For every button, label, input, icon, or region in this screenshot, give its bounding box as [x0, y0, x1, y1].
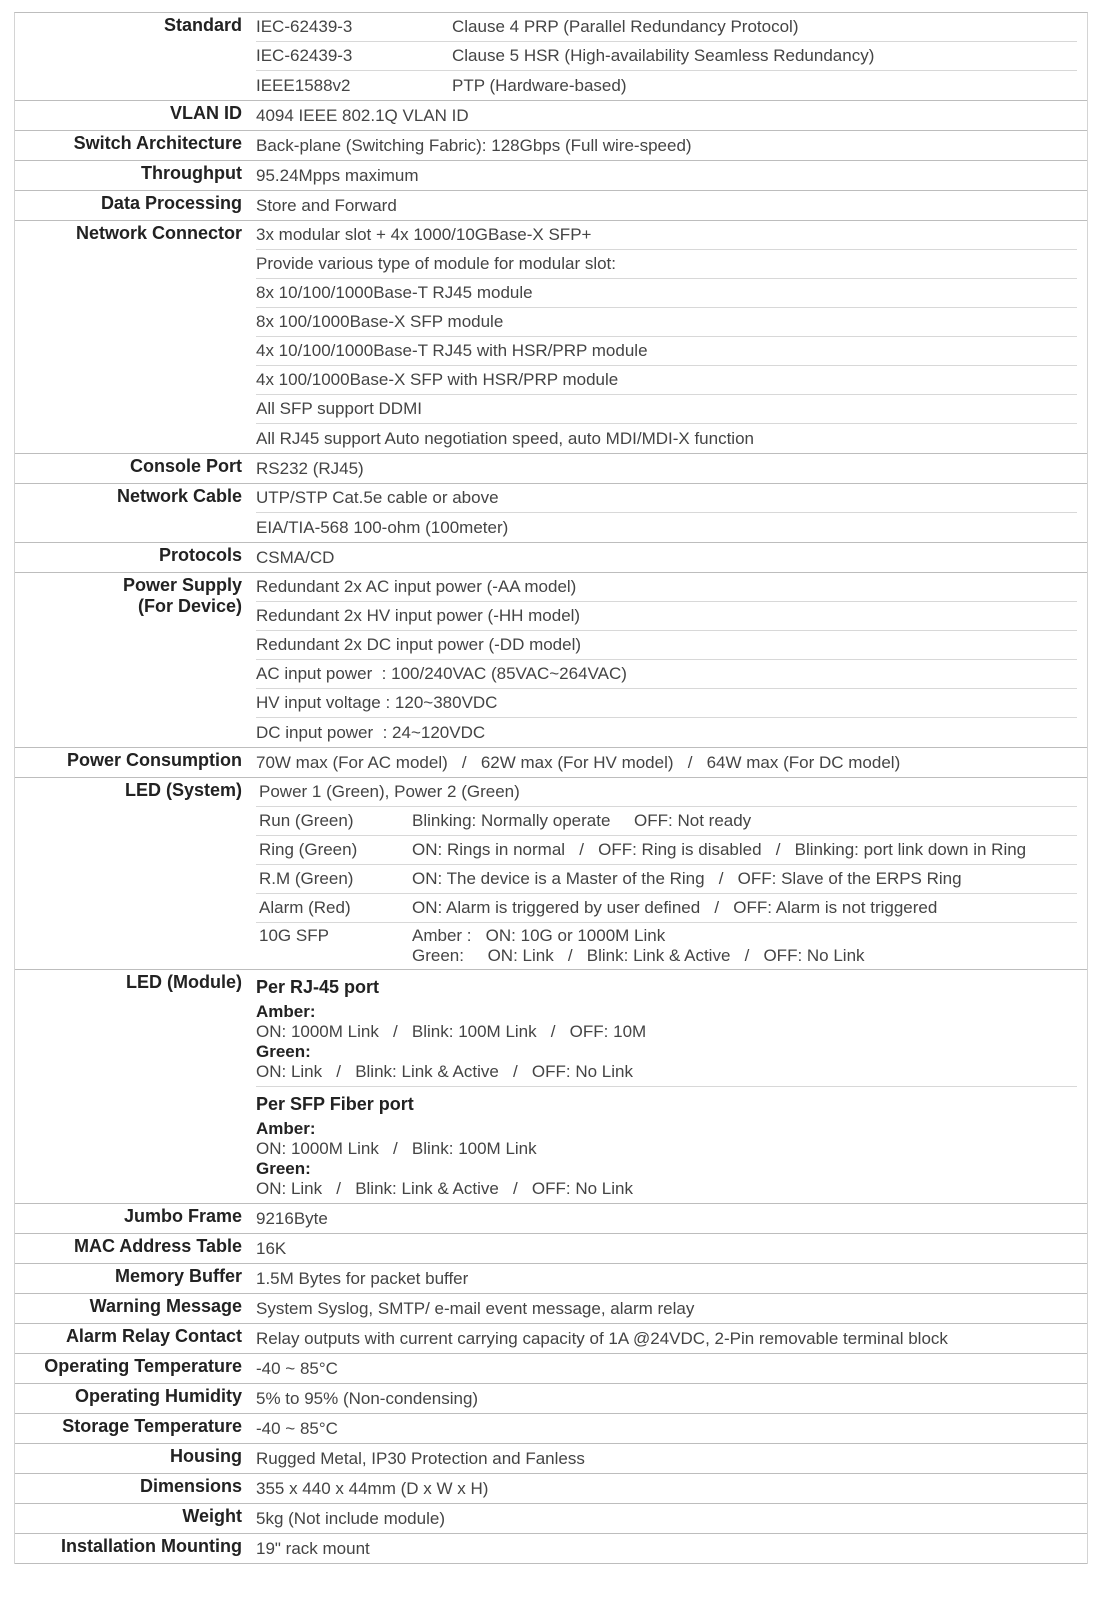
spec-values [256, 1264, 1077, 1293]
spec-values [256, 131, 1077, 160]
spec-value: 9216Byte [256, 1208, 328, 1228]
spec-value: CSMA/CD [256, 547, 335, 567]
spec-values [256, 161, 1077, 190]
spec-values [256, 1414, 1077, 1443]
spec-value: 70W max (For AC model) / 62W max (For HV model) / 64W max (For DC model) [256, 752, 901, 772]
spec-value: HV input voltage : 120~380VDC [256, 689, 1077, 718]
led-desc: ON: The device is a Master of the Ring / OFF: Slave of the ERPS Ring [412, 869, 962, 888]
spec-mac-address-table [15, 1234, 1087, 1264]
spec-value: RS232 (RJ45) [256, 458, 364, 478]
spec-operating-humidity [15, 1384, 1087, 1414]
spec-label: Installation Mounting [61, 1536, 242, 1556]
led-desc: ON: Alarm is triggered by user defined / OFF: Alarm is not triggered [412, 898, 938, 917]
spec-values [256, 1384, 1077, 1413]
spec-dimensions [15, 1474, 1087, 1504]
spec-value: DC input power : 24~120VDC [256, 722, 486, 742]
spec-value: Rugged Metal, IP30 Protection and Fanless [256, 1448, 585, 1468]
spec-value: Redundant 2x DC input power (-DD model) [256, 631, 1077, 660]
spec-values [256, 484, 1077, 542]
spec-values [256, 573, 1077, 747]
spec-value: All SFP support DDMI [256, 395, 1077, 424]
spec-operating-temperature [15, 1354, 1087, 1384]
spec-label: LED (Module) [126, 972, 242, 992]
spec-console-port [15, 454, 1087, 484]
spec-label: Power Consumption [67, 750, 242, 770]
spec-label: Jumbo Frame [123, 1206, 242, 1226]
spec-value: 5% to 95% (Non-condensing) [256, 1388, 479, 1408]
spec-label: Operating Humidity [74, 1386, 242, 1406]
spec-label: Dimensions [139, 1476, 242, 1496]
standard-row [256, 42, 1077, 71]
spec-installation-mounting [15, 1534, 1087, 1564]
spec-label: Console Port [129, 456, 242, 476]
led-name: Run (Green) [259, 811, 354, 830]
spec-weight [15, 1504, 1087, 1534]
spec-value: 95.24Mpps maximum [256, 165, 419, 185]
spec-value: 355 x 440 x 44mm (D x W x H) [256, 1478, 489, 1498]
spec-vlan-id [15, 101, 1087, 131]
spec-value: 4x 10/100/1000Base-T RJ45 with HSR/PRP module [256, 337, 1077, 366]
led-desc-line: Amber : ON: 10G or 1000M Link [412, 926, 666, 945]
led-system-row [256, 894, 1077, 923]
spec-label: Network Connector [75, 223, 242, 243]
spec-values [256, 13, 1077, 100]
led-module-block [256, 1087, 1077, 1203]
spec-value: System Syslog, SMTP/ e-mail event message, alarm relay [256, 1298, 695, 1318]
spec-table [14, 12, 1088, 1564]
spec-values [256, 1294, 1077, 1323]
led-color-value: ON: 1000M Link / Blink: 100M Link / OFF: 10M [256, 1022, 647, 1041]
spec-values [256, 778, 1077, 969]
spec-label: Switch Architecture [73, 133, 242, 153]
spec-value: 1.5M Bytes for packet buffer [256, 1268, 469, 1288]
spec-value: Redundant 2x AC input power (-AA model) [256, 573, 1077, 602]
spec-label: Alarm Relay Contact [65, 1326, 242, 1346]
spec-values [256, 543, 1077, 572]
spec-value: Back-plane (Switching Fabric): 128Gbps (Full wire-speed) [256, 135, 692, 155]
spec-values [256, 1324, 1077, 1353]
spec-label: Operating Temperature [44, 1356, 242, 1376]
led-module-block [256, 970, 1077, 1087]
standard-row [256, 71, 1077, 100]
standard-code: IEC-62439-3 [256, 17, 353, 36]
led-color-label: Amber: [256, 1002, 316, 1021]
standard-desc: Clause 5 HSR (High-availability Seamless Redundancy) [452, 46, 875, 65]
spec-value: 16K [256, 1238, 287, 1258]
spec-value: Relay outputs with current carrying capacity of 1A @24VDC, 2-Pin removable terminal block [256, 1328, 948, 1348]
spec-value: EIA/TIA-568 100-ohm (100meter) [256, 517, 509, 537]
spec-values [256, 1534, 1077, 1563]
led-module-title: Per RJ-45 port [256, 977, 380, 997]
spec-network-cable [15, 484, 1087, 543]
standard-code: IEEE1588v2 [256, 75, 351, 95]
spec-label: Housing [170, 1446, 242, 1466]
spec-values [256, 748, 1077, 777]
spec-label: Network Cable [116, 486, 242, 506]
standard-row [256, 13, 1077, 42]
led-system-row [256, 807, 1077, 836]
spec-values [256, 454, 1077, 483]
led-desc: ON: Rings in normal / OFF: Ring is disabled / Blinking: port link down in Ring [412, 840, 1027, 859]
spec-alarm-relay-contact [15, 1324, 1087, 1354]
spec-value: Redundant 2x HV input power (-HH model) [256, 602, 1077, 631]
spec-label: Standard [163, 15, 242, 35]
spec-led-system [15, 778, 1087, 970]
led-desc [412, 923, 865, 969]
spec-values [256, 191, 1077, 220]
spec-values [256, 101, 1077, 130]
spec-value: Provide various type of module for modular slot: [256, 250, 1077, 279]
led-name: Ring (Green) [259, 840, 358, 859]
standard-desc: PTP (Hardware-based) [452, 75, 627, 95]
spec-values [256, 221, 1077, 453]
spec-value: 8x 100/1000Base-X SFP module [256, 308, 1077, 337]
led-system-row [256, 865, 1077, 894]
spec-power-supply [15, 573, 1087, 748]
spec-label: Warning Message [89, 1296, 242, 1316]
spec-data-processing [15, 191, 1087, 221]
spec-jumbo-frame [15, 1204, 1087, 1234]
spec-memory-buffer [15, 1264, 1087, 1294]
spec-values [256, 1474, 1077, 1503]
led-color-label: Green: [256, 1159, 311, 1178]
spec-values [256, 1504, 1077, 1533]
spec-value: AC input power : 100/240VAC (85VAC~264VAC) [256, 660, 1077, 689]
led-system-row [256, 923, 1077, 969]
led-color-value: ON: Link / Blink: Link & Active / OFF: No Link [256, 1062, 633, 1081]
spec-label: LED (System) [124, 780, 242, 800]
spec-value: 8x 10/100/1000Base-T RJ45 module [256, 279, 1077, 308]
spec-label: Storage Temperature [62, 1416, 242, 1436]
spec-value: Store and Forward [256, 195, 397, 215]
spec-values [256, 1204, 1077, 1233]
standard-desc: Clause 4 PRP (Parallel Redundancy Protocol) [452, 17, 799, 36]
spec-protocols [15, 543, 1087, 573]
spec-label: VLAN ID [170, 103, 242, 123]
spec-led-module [15, 970, 1087, 1204]
led-desc: Blinking: Normally operate OFF: Not ready [412, 811, 752, 830]
led-name: R.M (Green) [259, 869, 354, 888]
spec-label: Protocols [158, 545, 242, 565]
spec-storage-temperature [15, 1414, 1087, 1444]
spec-switch-architecture [15, 131, 1087, 161]
led-name: 10G SFP [259, 926, 329, 945]
spec-warning-message [15, 1294, 1087, 1324]
spec-values [256, 1354, 1077, 1383]
led-name: Alarm (Red) [259, 898, 351, 917]
spec-value: -40 ~ 85°C [256, 1358, 338, 1378]
spec-label: MAC Address Table [73, 1236, 242, 1256]
spec-value: 4x 100/1000Base-X SFP with HSR/PRP module [256, 366, 1077, 395]
led-desc-line: Green: ON: Link / Blink: Link & Active / OFF: No Link [412, 946, 865, 965]
spec-value: -40 ~ 85°C [256, 1418, 338, 1438]
spec-label: Weight [182, 1506, 242, 1526]
spec-value: 3x modular slot + 4x 1000/10GBase-X SFP+ [256, 221, 1077, 250]
spec-standard [15, 13, 1087, 101]
spec-power-consumption [15, 748, 1087, 778]
spec-throughput [15, 161, 1087, 191]
spec-label: Throughput [141, 163, 242, 183]
standard-code: IEC-62439-3 [256, 46, 353, 65]
spec-housing [15, 1444, 1087, 1474]
spec-value: 5kg (Not include module) [256, 1508, 445, 1528]
spec-values [256, 1234, 1077, 1263]
spec-label: Data Processing [100, 193, 242, 213]
spec-values [256, 970, 1077, 1203]
spec-label: Memory Buffer [114, 1266, 242, 1286]
led-color-label: Amber: [256, 1119, 316, 1138]
led-color-value: ON: 1000M Link / Blink: 100M Link [256, 1139, 537, 1158]
led-color-value: ON: Link / Blink: Link & Active / OFF: No Link [256, 1179, 633, 1198]
led-module-title: Per SFP Fiber port [256, 1094, 414, 1114]
led-system-row [256, 836, 1077, 865]
led-system-header: Power 1 (Green), Power 2 (Green) [256, 778, 1077, 807]
led-color-label: Green: [256, 1042, 311, 1061]
spec-value: All RJ45 support Auto negotiation speed, auto MDI/MDI-X function [256, 428, 754, 448]
spec-values [256, 1444, 1077, 1473]
spec-value: 19" rack mount [256, 1538, 370, 1558]
spec-value: UTP/STP Cat.5e cable or above [256, 484, 1077, 513]
spec-value: 4094 IEEE 802.1Q VLAN ID [256, 105, 469, 125]
spec-network-connector [15, 221, 1087, 454]
spec-label: Power Supply (For Device) [122, 575, 242, 616]
